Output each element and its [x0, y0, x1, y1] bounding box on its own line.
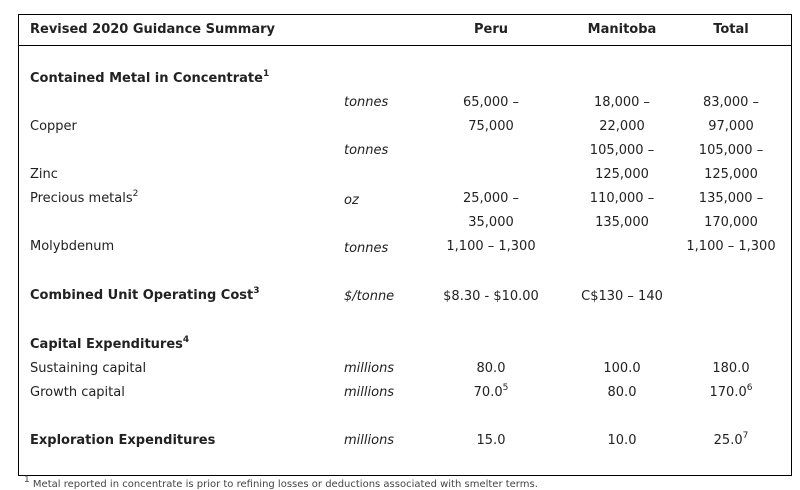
zinc-unit: tonnes — [344, 143, 389, 158]
zinc-total-1: 105,000 – — [698, 143, 764, 158]
table-title: Revised 2020 Guidance Summary — [30, 22, 275, 37]
copper-peru-1: 65,000 – — [462, 95, 520, 110]
footnote: $^1$ Metal reported in concentrate is prior to refining losses or deductions associated with smelter terms. — [24, 474, 538, 490]
section-capex: Capital Expenditures$^4$ — [30, 334, 190, 352]
copper-manitoba-1: 18,000 – — [593, 95, 651, 110]
guidance-table — [18, 14, 792, 476]
precious-label: Precious metals$^2$ — [30, 188, 139, 206]
section-unit-cost: Combined Unit Operating Cost$^3$ — [30, 285, 260, 303]
exploration-manitoba: 10.0 — [607, 433, 637, 448]
precious-manitoba-2: 135,000 — [595, 215, 649, 230]
moly-unit: tonnes — [344, 241, 389, 256]
precious-total-2: 170,000 — [704, 215, 758, 230]
sustaining-label: Sustaining capital — [30, 361, 147, 376]
precious-total-1: 135,000 – — [698, 191, 764, 206]
growth-total: 170.0$^6$ — [709, 382, 753, 400]
precious-peru-2: 35,000 — [468, 215, 514, 230]
header-total: Total — [713, 22, 749, 37]
copper-unit: tonnes — [344, 95, 389, 110]
exploration-total: 25.0$^7$ — [713, 430, 749, 448]
table-header — [19, 15, 791, 46]
growth-unit: millions — [344, 385, 395, 400]
moly-total: 1,100 – 1,300 — [686, 239, 776, 254]
growth-peru: 70.0$^5$ — [473, 382, 509, 400]
precious-unit: oz — [344, 193, 359, 208]
unit-cost-unit: $/tonne — [344, 289, 395, 304]
exploration-peru: 15.0 — [476, 433, 506, 448]
exploration-unit: millions — [344, 433, 395, 448]
precious-peru-1: 25,000 – — [462, 191, 520, 206]
section-exploration: Exploration Expenditures — [30, 433, 216, 448]
header-peru: Peru — [473, 22, 508, 37]
sustaining-peru: 80.0 — [476, 361, 506, 376]
section-contained-metal: Contained Metal in Concentrate$^1$ — [30, 68, 270, 86]
sustaining-unit: millions — [344, 361, 395, 376]
copper-manitoba-2: 22,000 — [599, 119, 645, 134]
growth-manitoba: 80.0 — [607, 385, 637, 400]
sustaining-total: 180.0 — [712, 361, 750, 376]
copper-total-1: 83,000 – — [702, 95, 760, 110]
zinc-manitoba-2: 125,000 — [595, 167, 649, 182]
moly-label: Molybdenum — [30, 239, 115, 254]
unit-cost-manitoba: C$130 – 140 — [581, 289, 663, 304]
moly-peru: 1,100 – 1,300 — [446, 239, 536, 254]
unit-cost-peru: $8.30 - $10.00 — [443, 289, 539, 304]
copper-label: Copper — [30, 119, 77, 134]
zinc-manitoba-1: 105,000 – — [589, 143, 655, 158]
copper-peru-2: 75,000 — [468, 119, 514, 134]
precious-manitoba-1: 110,000 – — [589, 191, 655, 206]
zinc-label: Zinc — [30, 167, 58, 182]
sustaining-manitoba: 100.0 — [603, 361, 641, 376]
growth-label: Growth capital — [30, 385, 125, 400]
copper-total-2: 97,000 — [708, 119, 754, 134]
header-manitoba: Manitoba — [587, 22, 657, 37]
zinc-total-2: 125,000 — [704, 167, 758, 182]
